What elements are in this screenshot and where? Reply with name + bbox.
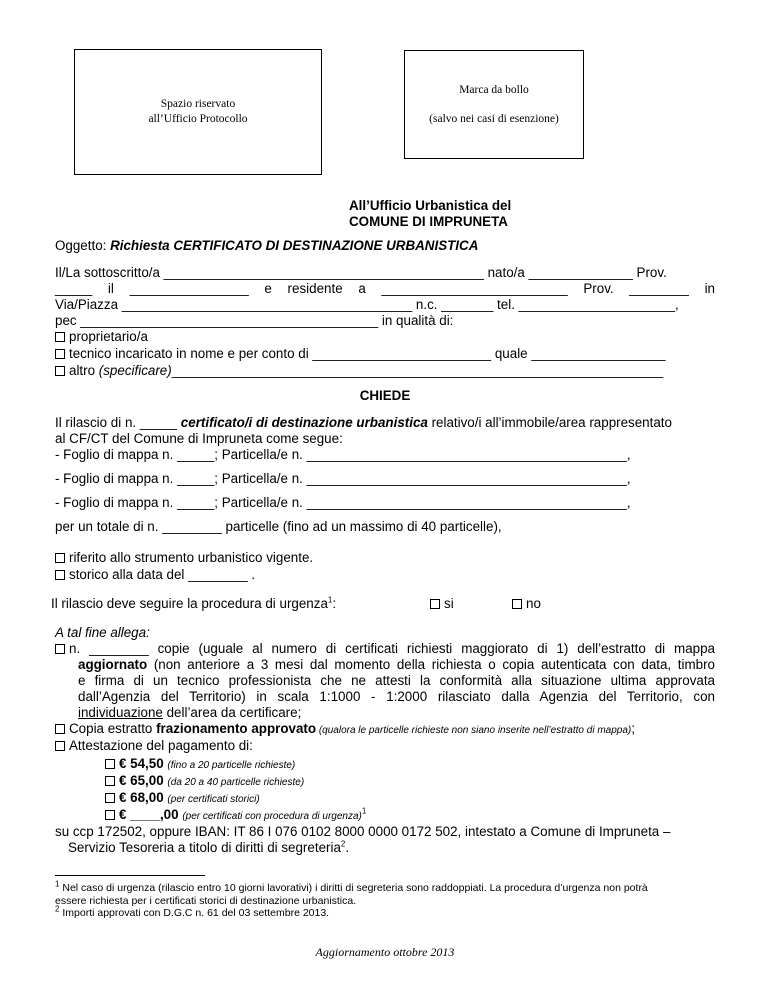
parcel-total[interactable]: per un totale di n. ________ particelle (fino ad un massimo di 40 particelle),: [55, 519, 502, 534]
fee-4-note: (per certificati con procedura di urgenza): [182, 811, 362, 822]
role-technician-label: tecnico incaricato in nome e per conto di ________________________ quale __________________: [69, 346, 666, 361]
ccp-line1: su ccp 172502, oppure IBAN: IT 86 I 076 0102 8000 0000 0172 502, intestato a Comune di Impruneta –: [55, 824, 671, 839]
fee-1-note: (fino a 20 particelle richieste): [167, 760, 296, 771]
protocol-box-line2: all’Ufficio Protocollo: [148, 113, 248, 125]
applicant-line2[interactable]: _____ il ________________ e residente a _________________________ Prov. ________ in: [55, 281, 715, 296]
urgency-question: [51, 596, 711, 612]
page-footer: Aggiornamento ottobre 2013: [315, 945, 455, 959]
attach-copies-updated: aggiornato: [78, 657, 148, 672]
subject: [55, 238, 715, 254]
urgency-footnote-ref: 1: [327, 595, 333, 605]
role-other-label: altro: [69, 363, 99, 378]
urgency-question-text: Il rilascio deve seguire la procedura di urgenza: [51, 596, 328, 611]
opt-current-option[interactable]: [55, 550, 715, 566]
attach-copies-line4: dall’Agenzia del Territorio) in scala 1:1000 - 1:2000 rilasciato dalla Agenzia del Territorio, con: [78, 689, 715, 704]
footnote-2-number: 2: [55, 904, 60, 914]
opt-current-checkbox[interactable]: [55, 553, 65, 563]
attach-copies-line5: [78, 705, 715, 721]
role-technician-option[interactable]: [55, 346, 715, 362]
footnote-1: [55, 879, 715, 895]
ccp-footnote-ref: 2: [340, 839, 346, 849]
role-other-checkbox[interactable]: [55, 366, 65, 376]
attach-copies-line2: [78, 657, 715, 673]
attachments-intro: A tal fine allega:: [55, 625, 150, 640]
attach-payment-label: Attestazione del pagamento di:: [69, 738, 253, 753]
fee-4-footnote-ref: 1: [361, 806, 367, 816]
applicant-line4[interactable]: pec ________________________________________ in qualità di:: [55, 313, 454, 328]
role-owner-option[interactable]: [55, 329, 715, 345]
footnote-divider: [55, 875, 205, 876]
stamp-box-line1: Marca da bollo: [459, 83, 529, 96]
ccp-end: .: [345, 840, 350, 855]
applicant-line1[interactable]: Il/La sottoscritto/a ___________________________________________ nato/a ______________ Prov.: [55, 265, 667, 280]
urgency-no-label: no: [526, 596, 541, 611]
attach-fractionation-text: Copia estratto: [69, 721, 157, 736]
urgency-yes-option[interactable]: [430, 596, 510, 612]
applicant-line3[interactable]: Via/Piazza _______________________________________ n.c. _______ tel. _____________________,: [55, 297, 679, 312]
urgency-yes-checkbox[interactable]: [430, 599, 440, 609]
parcel-row-3[interactable]: - Foglio di mappa n. _____; Particella/e n. ___________________________________________,: [55, 495, 631, 510]
attach-copies-line5-text: dell’area da certificare;: [162, 705, 302, 720]
attach-fractionation-note: (qualora le particelle richieste non siano inserite nell’estratto di mappa): [316, 725, 632, 736]
fee-option-2[interactable]: [105, 773, 705, 791]
footnote-1-cont: essere richiesta per i certificati storici di destinazione urbanistica.: [55, 895, 357, 907]
opt-historic-label[interactable]: storico alla data del ________ .: [69, 567, 256, 582]
protocol-box: [74, 49, 322, 175]
role-owner-checkbox[interactable]: [55, 332, 65, 342]
role-other-option[interactable]: [55, 363, 715, 379]
fee-2-amount: € 65,00: [119, 773, 164, 788]
parcel-row-2[interactable]: - Foglio di mappa n. _____; Particella/e n. ___________________________________________,: [55, 471, 631, 486]
attach-fractionation-bold: frazionamento approvato: [156, 721, 317, 736]
attach-copies-line2-text: (non anteriore a 3 mesi dal momento della richiesta o copia autenticata con data, timbro: [147, 657, 715, 672]
recipient-line2: COMUNE DI IMPRUNETA: [349, 214, 508, 229]
ccp-line2: [68, 840, 728, 856]
role-other-blank[interactable]: __________________________________________________________________: [171, 363, 664, 378]
request-line1-end: relativo/i all’immobile/area rappresentato: [427, 415, 672, 430]
fee-2-note: (da 20 a 40 particelle richieste): [167, 777, 305, 788]
request-count[interactable]: Il rilascio di n. _____: [55, 415, 181, 430]
urgency-no-checkbox[interactable]: [512, 599, 522, 609]
stamp-box-line2: (salvo nei casi di esenzione): [429, 112, 559, 125]
fee-1-amount: € 54,50: [119, 756, 164, 771]
request-certificate-type: certificato/i di destinazione urbanistica: [180, 415, 428, 430]
subject-title: Richiesta CERTIFICATO DI DESTINAZIONE URBANISTICA: [110, 238, 479, 253]
recipient-line1: All’Ufficio Urbanistica del: [349, 198, 512, 213]
attach-fractionation-option[interactable]: [55, 721, 715, 739]
attach-copies-line1[interactable]: n. ________ copie (uguale al numero di certificati richiesti maggiorato di 1) dell’estratto di mappa: [69, 641, 715, 656]
fee-4-amount[interactable]: € ____,00: [119, 807, 179, 822]
opt-historic-option[interactable]: [55, 567, 715, 583]
attach-copies-checkbox[interactable]: [55, 644, 65, 654]
attach-copies-line3: e firma di un tecnico professionista che ne attesti la conformità alla situazione ultima approvata: [78, 673, 715, 688]
request-line1[interactable]: [55, 415, 715, 431]
attach-fractionation-end: ;: [631, 721, 635, 736]
fee-3-checkbox[interactable]: [105, 793, 115, 803]
request-line2: al CF/CT del Comune di Impruneta come segue:: [55, 431, 343, 446]
fee-2-checkbox[interactable]: [105, 776, 115, 786]
ccp-line2-text: Servizio Tesoreria a titolo di diritti di segreteria: [68, 840, 341, 855]
fee-4-checkbox[interactable]: [105, 810, 115, 820]
role-technician-checkbox[interactable]: [55, 349, 65, 359]
urgency-colon: :: [332, 596, 337, 611]
fee-1-checkbox[interactable]: [105, 759, 115, 769]
footnote-1-number: 1: [55, 879, 60, 889]
footnote-1-text: Nel caso di urgenza (rilascio entro 10 giorni lavorativi) i diritti di segreteria sono raddoppiati. La procedura d’urgenza non potrà: [59, 882, 648, 894]
opt-current-label: riferito allo strumento urbanistico vigente.: [69, 550, 314, 565]
urgency-no-option[interactable]: [512, 596, 592, 612]
role-owner-label: proprietario/a: [69, 329, 148, 344]
chiede-heading: CHIEDE: [359, 388, 411, 403]
fee-3-amount: € 68,00: [119, 790, 164, 805]
attach-fractionation-checkbox[interactable]: [55, 724, 65, 734]
fee-option-4[interactable]: [105, 807, 705, 825]
fee-option-3[interactable]: [105, 790, 705, 808]
subject-label: Oggetto:: [55, 238, 111, 253]
urgency-yes-label: si: [444, 596, 454, 611]
attach-copies-option[interactable]: [55, 641, 715, 657]
stamp-box: [404, 50, 584, 159]
footnote-2: [55, 904, 715, 920]
attach-payment-checkbox[interactable]: [55, 741, 65, 751]
fee-3-note: (per certificati storici): [167, 794, 260, 805]
attach-payment-option[interactable]: [55, 738, 715, 754]
opt-historic-checkbox[interactable]: [55, 570, 65, 580]
attach-copies-identification: individuazione: [78, 705, 163, 720]
parcel-row-1[interactable]: - Foglio di mappa n. _____; Particella/e n. ___________________________________________,: [55, 447, 631, 462]
footnote-2-text: Importi approvati con D.G.C n. 61 del 03 settembre 2013.: [59, 907, 330, 919]
role-other-specify: (specificare): [98, 363, 172, 378]
protocol-box-line1: Spazio riservato: [160, 98, 236, 110]
fee-option-1[interactable]: [105, 756, 705, 774]
